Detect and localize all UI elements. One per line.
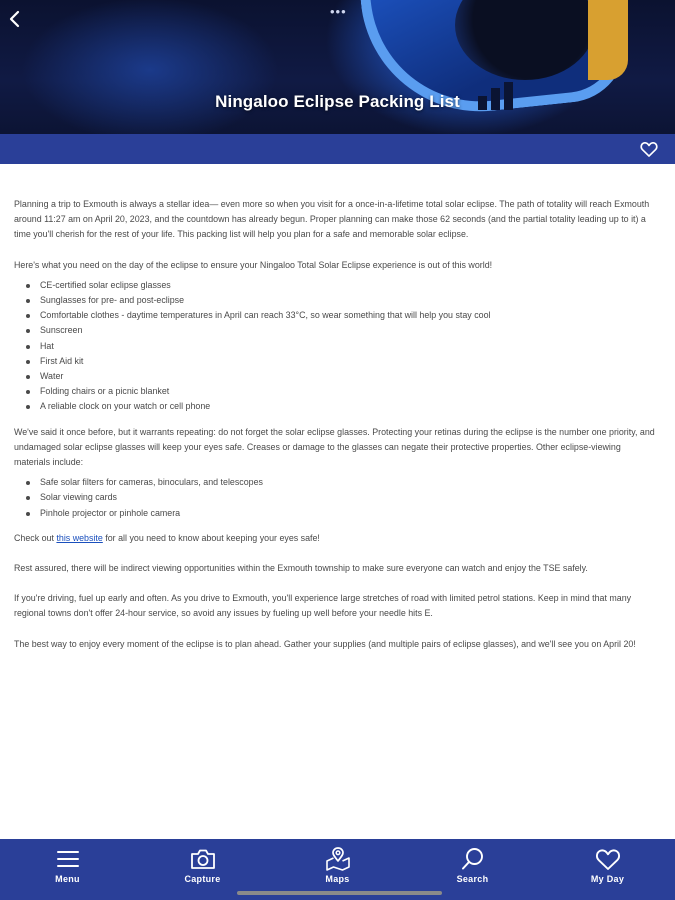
heart-icon <box>639 139 659 159</box>
packing-list <box>14 278 659 415</box>
lead-paragraph: Here's what you need on the day of the eclipse to ensure your Ningaloo Total Solar Eclipse experience is out of this world! <box>14 259 493 270</box>
camera-icon <box>189 846 217 872</box>
article-body <box>14 197 659 667</box>
list-item: Sunscreen <box>14 323 659 338</box>
list-item: Comfortable clothes - daytime temperatures in April can reach 33°C, so wear something that will help you stay cool <box>14 308 659 323</box>
heart-icon <box>594 846 622 872</box>
map-pin-icon <box>324 846 352 872</box>
nav-maps-label: Maps <box>325 874 350 884</box>
list-item: Safe solar filters for cameras, binoculars, and telescopes <box>14 475 659 490</box>
hero-image-frame <box>588 0 628 80</box>
nav-capture-label: Capture <box>184 874 221 884</box>
list-item: A reliable clock on your watch or cell phone <box>14 399 659 414</box>
glasses-paragraph: We've said it once before, but it warrants repeating: do not forget the solar eclipse glasses. Protecting your retinas during the eclipse is the number one priority, and undamaged solar eclipse glasses will keep your eyes safe. Creases or damage to the glasses can negate their protective properties. Other eclipse-viewing materials include: <box>14 426 655 468</box>
closing-paragraph: The best way to enjoy every moment of the eclipse is to plan ahead. Gather your supplies (and multiple pairs of eclipse glasses), and we'll see you on April 20! <box>14 638 636 649</box>
favorite-button[interactable] <box>639 139 659 159</box>
driving-paragraph: If you're driving, fuel up early and often. As you drive to Exmouth, you'll experience large stretches of road with limited petrol stations. Keep in mind that many regional towns don't offer 24-hour service, so avoid any issues by fueling up well before your needle hits E. <box>14 593 632 619</box>
list-item: Pinhole projector or pinhole camera <box>14 506 659 521</box>
list-item: First Aid kit <box>14 354 659 369</box>
checkout-prefix: Check out <box>14 532 57 543</box>
viewing-list <box>14 475 659 521</box>
more-dots[interactable]: ••• <box>330 4 347 19</box>
checkout-paragraph <box>14 531 659 546</box>
nav-menu[interactable] <box>0 839 135 900</box>
checkout-suffix: for all you need to know about keeping your eyes safe! <box>102 532 320 543</box>
nav-myday-label: My Day <box>590 874 625 884</box>
indirect-paragraph: Rest assured, there will be indirect viewing opportunities within the Exmouth township to make sure everyone can watch and enjoy the TSE safely. <box>14 563 588 574</box>
nav-menu-label: Menu <box>55 874 80 884</box>
home-indicator[interactable] <box>237 891 442 895</box>
hero-banner <box>0 0 675 134</box>
website-link[interactable]: this website <box>56 532 103 543</box>
hamburger-icon <box>54 846 82 872</box>
nav-myday[interactable] <box>540 839 675 900</box>
page-title: Ningaloo Eclipse Packing List <box>215 92 460 111</box>
intro-paragraph: Planning a trip to Exmouth is always a stellar idea— even more so when you visit for a once-in-a-lifetime total solar eclipse. The path of totality will reach Exmouth around 11:27 am on April 20, 2023, and the countdown has already begun. Proper planning can make those 62 seconds (and the partial totality leading up to it) a time you'll cherish for the rest of your life. This packing list will help you plan for a safe and memorable solar eclipse. <box>14 199 650 240</box>
list-item: CE-certified solar eclipse glasses <box>14 278 659 293</box>
action-bar <box>0 134 675 164</box>
list-item: Hat <box>14 339 659 354</box>
list-item: Water <box>14 369 659 384</box>
list-item: Sunglasses for pre- and post-eclipse <box>14 293 659 308</box>
search-icon <box>459 846 487 872</box>
chevron-left-icon <box>4 8 26 30</box>
list-item: Folding chairs or a picnic blanket <box>14 384 659 399</box>
nav-search-label: Search <box>456 874 489 884</box>
list-item: Solar viewing cards <box>14 490 659 505</box>
back-button[interactable] <box>4 8 26 30</box>
